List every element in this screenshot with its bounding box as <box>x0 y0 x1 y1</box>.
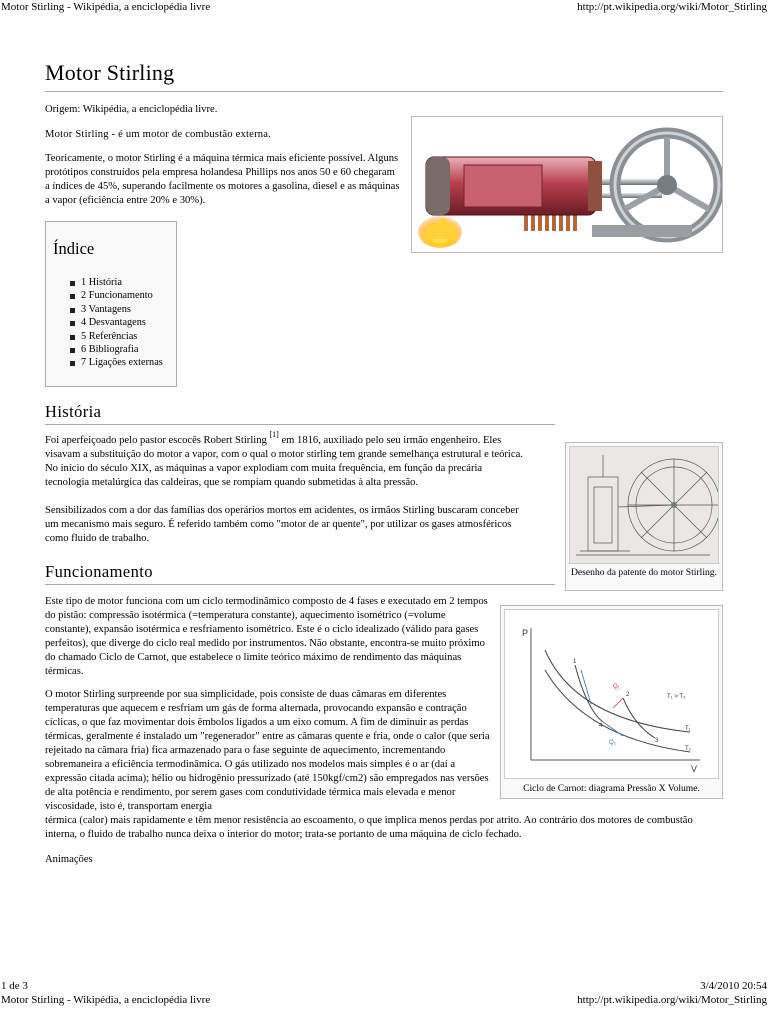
reference-link[interactable]: [1] <box>269 430 279 439</box>
axis-label-p: P <box>522 628 529 638</box>
print-footer-url: http://pt.wikipedia.org/wiki/Motor_Stirling <box>577 994 767 1006</box>
origin-line: Origem: Wikipédia, a enciclopédia livre. <box>45 104 218 115</box>
temperature-relation-label: T₁ > T₂ <box>667 694 686 700</box>
historia-paragraph-1 <box>45 430 523 490</box>
section-divider <box>45 584 555 585</box>
title-divider <box>45 91 723 92</box>
toc-link-historia[interactable]: 1 História <box>81 277 122 288</box>
page-number: 1 de 3 <box>1 980 28 992</box>
section-heading-funcionamento: Funcionamento <box>45 562 153 581</box>
toc-link-bibliografia[interactable]: 6 Bibliografia <box>81 344 139 356</box>
toc-item[interactable] <box>70 356 163 369</box>
print-header-url: http://pt.wikipedia.org/wiki/Motor_Stirling <box>577 1 767 13</box>
print-header-title: Motor Stirling - Wikipédia, a enciclopédia livre <box>1 1 211 13</box>
section-divider <box>45 424 555 425</box>
funcionamento-paragraph-2a: O motor Stirling surpreende por sua simplicidade, pois consiste de duas câmaras em diferentes temperaturas que aquecem e resfriam um gás de forma alternada, provocando expansão e contração cíclicas, o que faz movimentar dois êmbolos ligados a um eixo comum. A fim de diminuir as perdas térmicas, geralmente é instalado um "regenerador" entre as câmaras quente e fria, onde o calor (que seria rejeitado na câmara fria) fica armazenado para o fase seguinte de aquecimento, incrementando sobremaneira a eficiência termodinâmica. O gás utilizado nos modelos mais simples é o ar (daí a expressão citada acima); hélio ou hidrogênio pressurizado (até 150kgf/cm2) são empregados nas versões de alta potência e rendimento, por serem gases com condutividade térmica mais elevada e menor viscosidade, isto é, transportam energia <box>45 689 490 812</box>
carnot-diagram-thumbnail[interactable] <box>500 605 723 799</box>
toc-item[interactable] <box>70 343 163 356</box>
toc-item[interactable] <box>70 303 163 316</box>
carnot-pv-diagram <box>505 610 718 778</box>
historia-p1-text-b: em 1816, auxiliado pelo seu irmão engenheiro. Eles visavam a substituição do motor a vapor, com o qual o motor stirling tem grande semelhança estrutural e teórica. No início do século XIX, as máquinas a vapor explodiam com muita frequência, em função da precária tecnologia metalúrgica das caldeiras, que se rompiam quando submetidas à alta pressão. <box>45 435 523 488</box>
print-footer <box>0 993 768 1007</box>
stirling-engine-image[interactable] <box>411 116 723 253</box>
patent-drawing-thumbnail[interactable] <box>565 442 723 591</box>
heat-label-q1: Q₁ <box>613 684 620 690</box>
toc-item[interactable] <box>70 276 163 289</box>
print-footer-title: Motor Stirling - Wikipédia, a enciclopédia livre <box>1 994 211 1006</box>
isotherm-label-t1: T₁ <box>685 726 691 732</box>
carnot-diagram-caption: Ciclo de Carnot: diagrama Pressão X Volume. <box>523 783 700 794</box>
toc-item[interactable] <box>70 316 163 329</box>
toc-link-desvantagens[interactable]: 4 Desvantagens <box>81 317 146 329</box>
stirling-engine-illustration <box>412 117 722 252</box>
patent-drawing-image <box>570 447 718 563</box>
toc-link-vantagens[interactable]: 3 Vantagens <box>81 303 131 315</box>
toc-item[interactable] <box>70 289 163 302</box>
page-title: Motor Stirling <box>45 60 175 85</box>
intro-paragraph-1: Motor Stirling - é um motor de combustão externa. <box>45 129 272 140</box>
point-label-2: 2 <box>626 692 630 698</box>
point-label-1: 1 <box>573 659 577 665</box>
point-label-3: 3 <box>655 738 659 744</box>
historia-paragraph-2: Sensibilizados com a dor das famílias dos operários mortos em acidentes, os irmãos Stirling buscaram conceber um mecanismo mais seguro. É referido também como "motor de ar quente", por utilizar os gases atmosféricos como fluido de trabalho. <box>45 505 519 544</box>
toc-title: Índice <box>53 239 95 258</box>
table-of-contents <box>45 221 177 387</box>
historia-p1-text-a: Foi aperfeiçoado pelo pastor escocês Robert Stirling <box>45 435 270 446</box>
axis-label-v: V <box>691 764 698 774</box>
print-date: 3/4/2010 20:54 <box>700 980 767 992</box>
point-label-4: 4 <box>599 723 603 729</box>
toc-link-funcionamento[interactable]: 2 Funcionamento <box>81 290 153 302</box>
intro-paragraph-2: Teoricamente, o motor Stirling é a máquina térmica mais eficiente possível. Alguns protótipos construídos pela empresa holandesa Phillips nos anos 50 e 60 chegaram a índices de 45%, superando facilmente os motores a gasolina, diesel e as máquinas a vapor (eficiência entre 20% e 30%). <box>45 153 400 206</box>
animacoes-label: Animações <box>45 854 93 865</box>
patent-drawing-caption: Desenho da patente do motor Stirling. <box>570 567 717 578</box>
toc-item[interactable] <box>70 330 163 343</box>
print-footer-meta <box>0 979 768 993</box>
toc-link-referencias[interactable]: 5 Referências <box>81 330 138 342</box>
isotherm-label-t2: T₂ <box>685 746 691 752</box>
heat-label-q2: Q₂ <box>609 740 616 746</box>
section-heading-historia: História <box>45 402 102 421</box>
toc-link-ligacoes-externas[interactable]: 7 Ligações externas <box>81 357 163 369</box>
funcionamento-paragraph-2b: térmica (calor) mais rapidamente e têm menor resistência ao escoamento, o que implica menos perdas por atrito. Ao contrário dos motores de combustão interna, o fluido de trabalho nunca deixa o interior do motor; trata-se portanto de uma máquina de ciclo fechado. <box>45 815 693 840</box>
funcionamento-paragraph-1: Este tipo de motor funciona com um ciclo termodinâmico composto de 4 fases e executado em 2 tempos do pistão: compressão isotérmica (=temperatura constante), aquecimento isométrico (=volume constante), expansão isotérmica e resfriamento isométrico. Este é o ciclo idealizado (válido para gases perfeitos), que diverge do ciclo real medido por instrumentos. Não obstante, encontra-se muito próximo do chamado Ciclo de Carnot, que estabelece o limite teórico máximo de rendimento das máquinas térmicas. <box>45 596 488 677</box>
toc-list <box>70 276 163 370</box>
print-header <box>0 0 768 14</box>
